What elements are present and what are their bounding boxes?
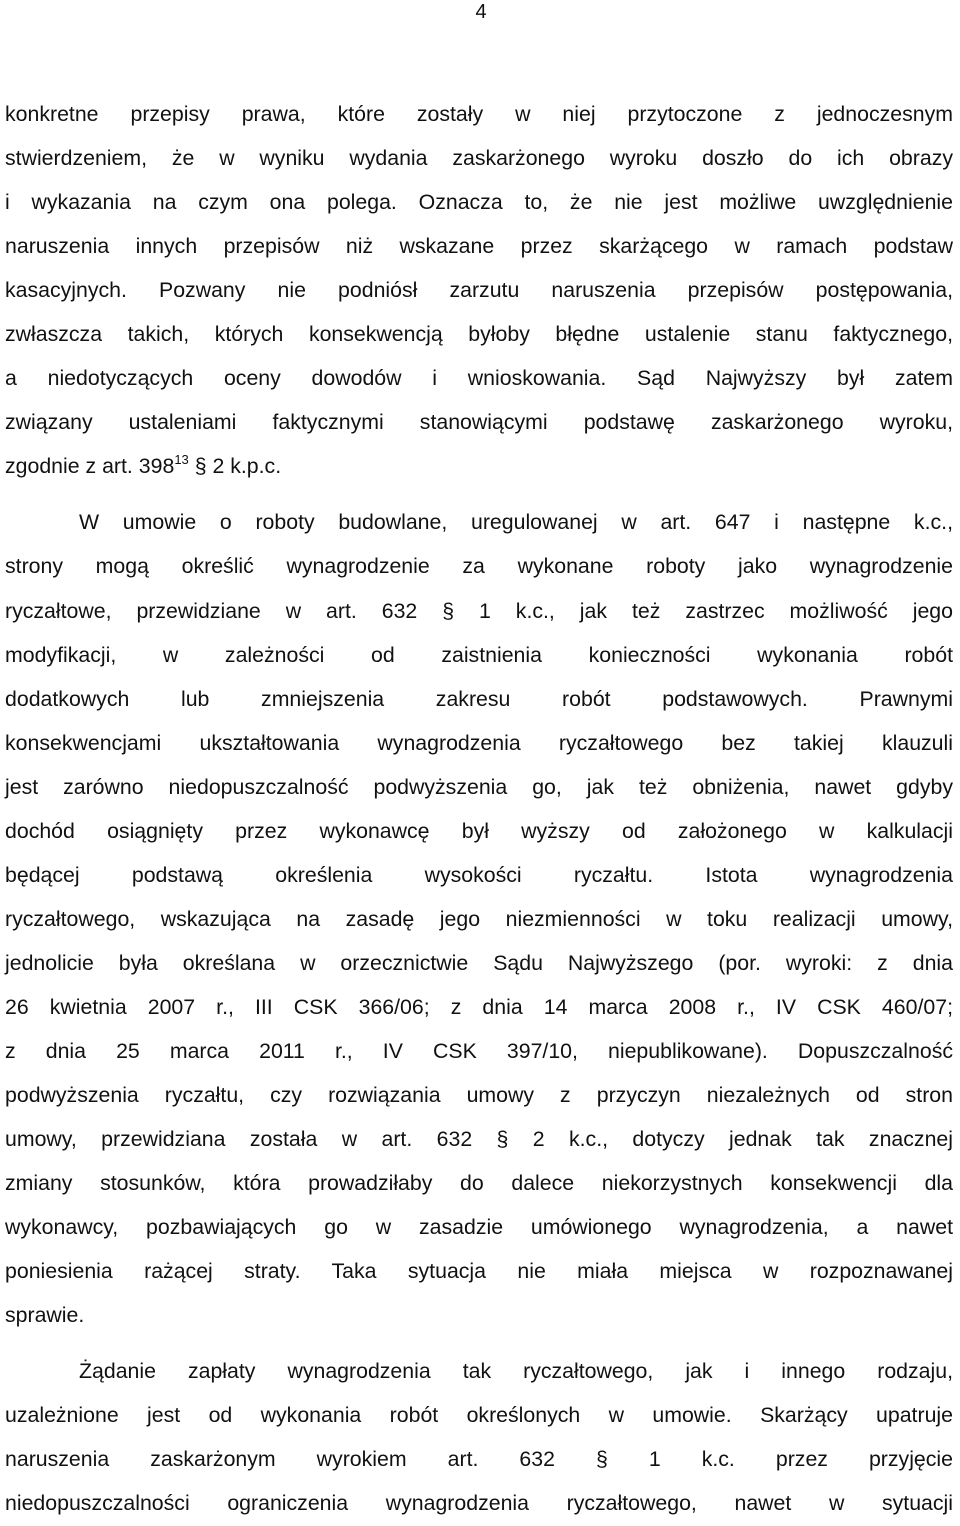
text-line: podwyższenia ryczałtu, czy rozwiązania umowy z przyczyn niezależnych od stron	[5, 1083, 953, 1108]
paragraph-3	[5, 1349, 953, 1525]
text-line: ryczałtowe, przewidziane w art. 632 § 1 k.c., jak też zastrzec możliwość jego	[5, 598, 953, 623]
text-line: zmiany stosunków, która prowadziłaby do dalece niekorzystnych konsekwencji dla	[5, 1171, 953, 1196]
text-line: konsekwencjami ukształtowania wynagrodzenia ryczałtowego bez takiej klauzuli	[5, 730, 953, 755]
citation-text-tail: § 2 k.p.c.	[188, 454, 282, 479]
paragraph-1	[5, 92, 953, 488]
text-line: naruszenia innych przepisów niż wskazane przez skarżącego w ramach podstaw	[5, 234, 953, 259]
text-line: uzależnione jest od wykonania robót określonych w umowie. Skarżący upatruje	[5, 1403, 953, 1428]
text-line: umowy, przewidziana została w art. 632 § 2 k.c., dotyczy jednak tak znacznej	[5, 1127, 953, 1152]
text-line: ryczałtowego, wskazująca na zasadę jego niezmienności w toku realizacji umowy,	[5, 906, 953, 931]
text-line: a niedotyczących oceny dowodów i wnioskowania. Sąd Najwyższy był zatem	[5, 366, 953, 391]
text-line: z dnia 25 marca 2011 r., IV CSK 397/10, niepublikowane). Dopuszczalność	[5, 1038, 953, 1063]
text-line: 26 kwietnia 2007 r., III CSK 366/06; z dnia 14 marca 2008 r., IV CSK 460/07;	[5, 994, 953, 1019]
text-line: niedopuszczalności ograniczenia wynagrodzenia ryczałtowego, nawet w sytuacji	[5, 1491, 953, 1516]
text-line: jednolicie była określana w orzecznictwie Sądu Najwyższego (por. wyroki: z dnia	[5, 950, 953, 975]
text-line: dochód osiągnięty przez wykonawcę był wyższy od założonego w kalkulacji	[5, 818, 953, 843]
text-line: Żądanie zapłaty wynagrodzenia tak ryczałtowego, jak i innego rodzaju,	[79, 1359, 953, 1384]
text-line: W umowie o roboty budowlane, uregulowanej w art. 647 i następne k.c.,	[79, 510, 953, 535]
text-line: kasacyjnych. Pozwany nie podniósł zarzutu naruszenia przepisów postępowania,	[5, 278, 953, 303]
text-line: konkretne przepisy prawa, które zostały w niej przytoczone z jednoczesnym	[5, 102, 953, 126]
article-superscript: 13	[174, 452, 189, 468]
text-line: sprawie.	[5, 1303, 85, 1328]
text-line: będącej podstawą określenia wysokości ryczałtu. Istota wynagrodzenia	[5, 862, 953, 887]
text-line: jest zarówno niedopuszczalność podwyższenia go, jak też obniżenia, nawet gdyby	[5, 774, 953, 799]
citation-text: zgodnie z art. 398	[5, 454, 175, 479]
text-line: naruszenia zaskarżonym wyrokiem art. 632 § 1 k.c. przez przyjęcie	[5, 1447, 953, 1472]
text-line: związany ustaleniami faktycznymi stanowiącymi podstawę zaskarżonego wyroku,	[5, 410, 953, 435]
text-line: poniesienia rażącej straty. Taka sytuacja nie miała miejsca w rozpoznawanej	[5, 1259, 953, 1284]
text-line: wykonawcy, pozbawiających go w zasadzie umówionego wynagrodzenia, a nawet	[5, 1215, 953, 1240]
document-body	[5, 92, 953, 1526]
text-line: i wykazania na czym ona polega. Oznacza to, że nie jest możliwe uwzględnienie	[5, 190, 953, 215]
text-line-with-citation	[5, 444, 953, 488]
page-number: 4	[475, 1, 487, 23]
text-line: zwłaszcza takich, których konsekwencją byłoby błędne ustalenie stanu faktycznego,	[5, 322, 953, 347]
text-line: dodatkowych lub zmniejszenia zakresu robót podstawowych. Prawnymi	[5, 686, 953, 711]
text-line: strony mogą określić wynagrodzenie za wykonane roboty jako wynagrodzenie	[5, 554, 953, 579]
text-line: stwierdzeniem, że w wyniku wydania zaskarżonego wyroku doszło do ich obrazy	[5, 146, 953, 171]
paragraph-2	[5, 500, 953, 1337]
text-line: modyfikacji, w zależności od zaistnienia konieczności wykonania robót	[5, 642, 953, 667]
